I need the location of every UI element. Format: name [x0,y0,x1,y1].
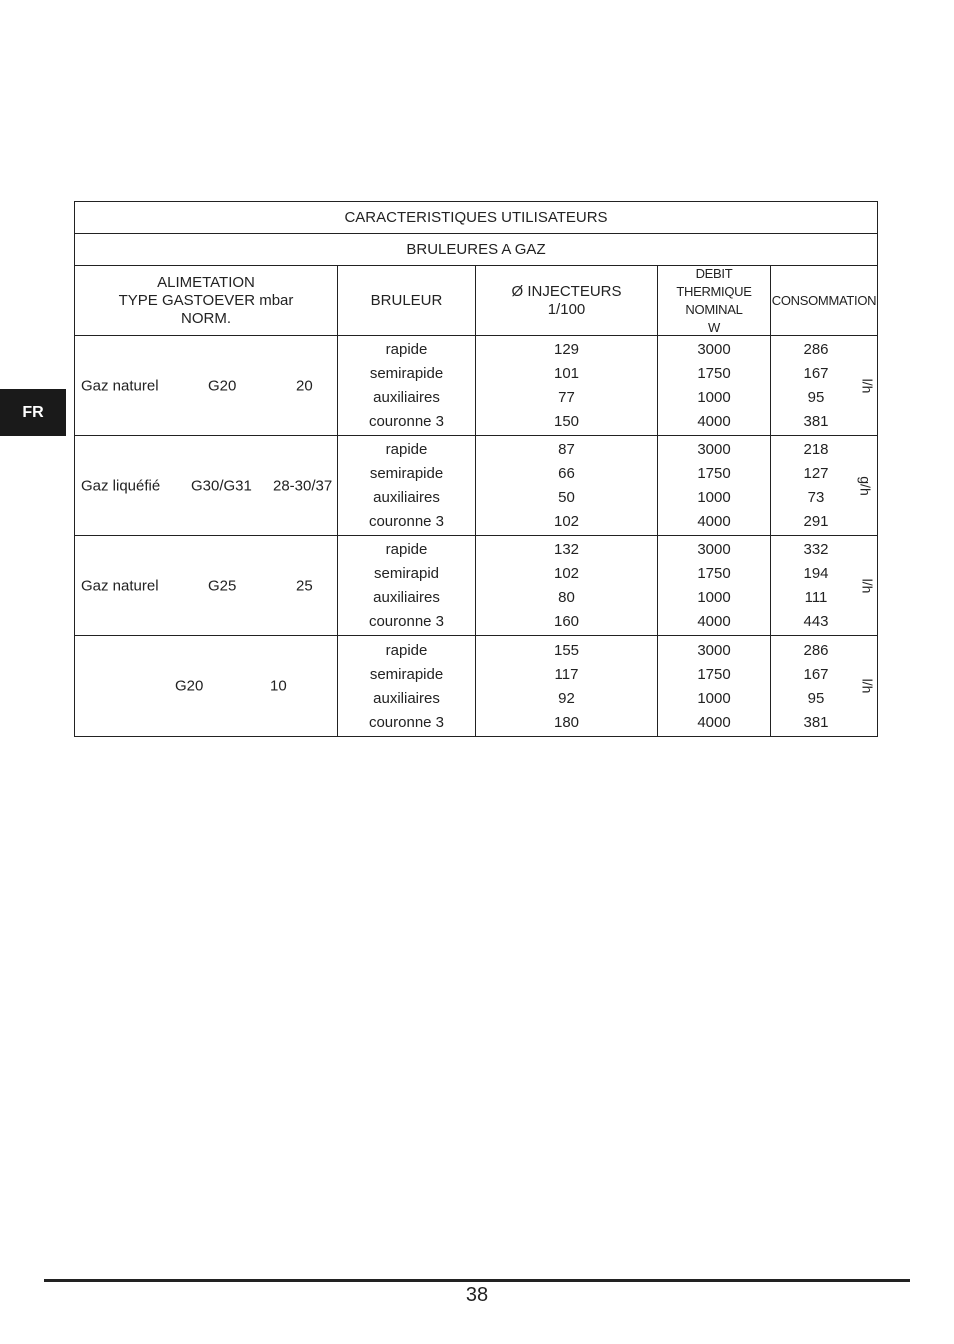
consumption-value: 443 [803,612,829,630]
injector-column [476,636,658,736]
injector-value: 102 [553,565,580,583]
injector-value: 92 [558,689,575,707]
burner-value: auxiliaires [373,588,440,606]
debit-column [658,636,771,736]
gas-supply-cell [75,536,338,635]
debit-value: 1750 [697,365,731,383]
burner-value: semirapid [373,565,440,583]
consumption-value: 286 [803,341,829,359]
injector-value: 80 [558,588,575,606]
burner-value: rapide [385,641,428,659]
consumption-column [771,336,861,435]
debit-value: 1750 [697,565,731,583]
footer-rule [44,1279,910,1282]
debit-value: 3000 [697,641,731,659]
gas-pressure: 25 [296,577,313,594]
burner-value: rapide [385,341,428,359]
header-consommation [771,266,877,335]
gas-name: Gaz naturel [81,377,159,394]
gas-pressure: 20 [296,377,313,394]
gas-type: G20 [175,677,204,695]
burner-value: couronne 3 [368,612,445,630]
consumption-value: 127 [803,465,829,483]
gas-type: G25 [208,577,237,594]
debit-column [658,336,771,435]
table-title: CARACTERISTIQUES UTILISATEURS [75,202,877,234]
debit-value: 4000 [697,512,731,530]
table-body [75,336,877,736]
injector-value: 50 [558,488,575,506]
header-consommation-label: CONSOMMATION [771,292,877,308]
debit-value: 1000 [697,488,731,506]
header-bruleur [338,266,476,335]
header-alimentation-line: ALIMETATION [157,273,255,291]
burner-value: couronne 3 [368,713,445,731]
gas-name: Gaz liquéfié [81,477,161,494]
header-debit-line: DEBIT THERMIQUE [676,265,752,299]
gas-supply-cell [75,336,338,435]
debit-value: 4000 [697,612,731,630]
header-alimentation [75,266,338,335]
debit-value: 3000 [697,541,731,559]
debit-value: 1000 [697,588,731,606]
consumption-unit: l/h [859,678,876,694]
consumption-value: 291 [803,512,829,530]
burner-column [338,336,476,435]
header-alimentation-line: NORM. [181,309,231,327]
consumption-value: 167 [803,665,829,683]
debit-value: 1750 [697,665,731,683]
debit-value: 3000 [697,341,731,359]
debit-value: 1000 [697,388,731,406]
header-debit [658,266,771,335]
gas-pressure: 10 [270,677,287,695]
consumption-cell [771,636,877,736]
consumption-cell [771,536,877,635]
consumption-column [771,636,861,736]
burner-value: couronne 3 [368,512,445,530]
debit-value: 1000 [697,689,731,707]
burner-column [338,636,476,736]
injector-value: 155 [553,641,580,659]
consumption-cell [771,436,877,535]
injector-value: 160 [553,612,580,630]
consumption-value: 218 [803,441,829,459]
table-row [75,436,877,536]
injector-column [476,336,658,435]
gas-supply-cell [75,636,338,736]
debit-value: 3000 [697,441,731,459]
consumption-value: 95 [807,689,825,707]
injector-value: 102 [553,512,580,530]
injector-value: 180 [553,713,580,731]
burner-value: semirapide [369,465,444,483]
header-debit-line: W [708,319,720,335]
table-subtitle: BRULEURES A GAZ [75,234,877,266]
consumption-value: 73 [807,488,825,506]
consumption-value: 95 [807,388,825,406]
consumption-unit: l/h [859,578,876,593]
table-row [75,636,877,736]
consumption-unit: g/h [857,475,874,496]
header-injecteurs [476,266,658,335]
consumption-column [771,436,861,535]
burner-value: rapide [385,541,428,559]
header-bruleur-label: BRULEUR [370,291,443,309]
gas-supply-cell [75,436,338,535]
header-debit-line: NOMINAL [685,301,743,317]
gas-pressure: 28-30/37 [273,477,333,494]
burner-value: semirapide [369,365,444,383]
consumption-value: 332 [803,541,829,559]
header-injecteurs-line: Ø INJECTEURS [511,282,622,300]
injector-value: 66 [558,465,575,483]
debit-value: 4000 [697,412,731,430]
language-tab: FR [0,389,66,436]
consumption-value: 286 [803,641,829,659]
header-injecteurs-line: 1/100 [547,300,586,318]
injector-value: 150 [553,412,580,430]
page-number: 38 [465,1284,489,1306]
gas-type: G30/G31 [191,477,252,494]
table-row [75,336,877,436]
injector-value: 129 [553,341,580,359]
consumption-unit: l/h [859,378,876,393]
debit-value: 4000 [697,713,731,731]
burner-value: auxiliaires [373,488,440,506]
injector-value: 101 [553,365,580,383]
debit-column [658,436,771,535]
debit-column [658,536,771,635]
consumption-value: 381 [803,412,829,430]
injector-column [476,536,658,635]
burner-value: semirapide [369,665,444,683]
injector-value: 117 [554,665,579,683]
injector-value: 132 [553,541,580,559]
burner-value: auxiliaires [373,388,440,406]
burner-value: auxiliaires [373,689,440,707]
gas-type: G20 [208,377,237,394]
consumption-column [771,536,861,635]
burner-column [338,436,476,535]
debit-value: 1750 [697,465,731,483]
burner-value: couronne 3 [368,412,445,430]
consumption-cell [771,336,877,435]
consumption-value: 194 [803,565,829,583]
consumption-value: 111 [804,588,828,606]
header-alimentation-line: TYPE GASTOEVER mbar [118,291,294,309]
table-header-row [75,266,877,336]
injector-value: 87 [558,441,575,459]
burner-column [338,536,476,635]
gas-name: Gaz naturel [81,577,159,594]
burner-value: rapide [385,441,428,459]
gas-characteristics-table [74,201,878,737]
injector-value: 77 [558,388,575,406]
table-row [75,536,877,636]
consumption-value: 167 [803,365,829,383]
injector-column [476,436,658,535]
consumption-value: 381 [803,713,829,731]
